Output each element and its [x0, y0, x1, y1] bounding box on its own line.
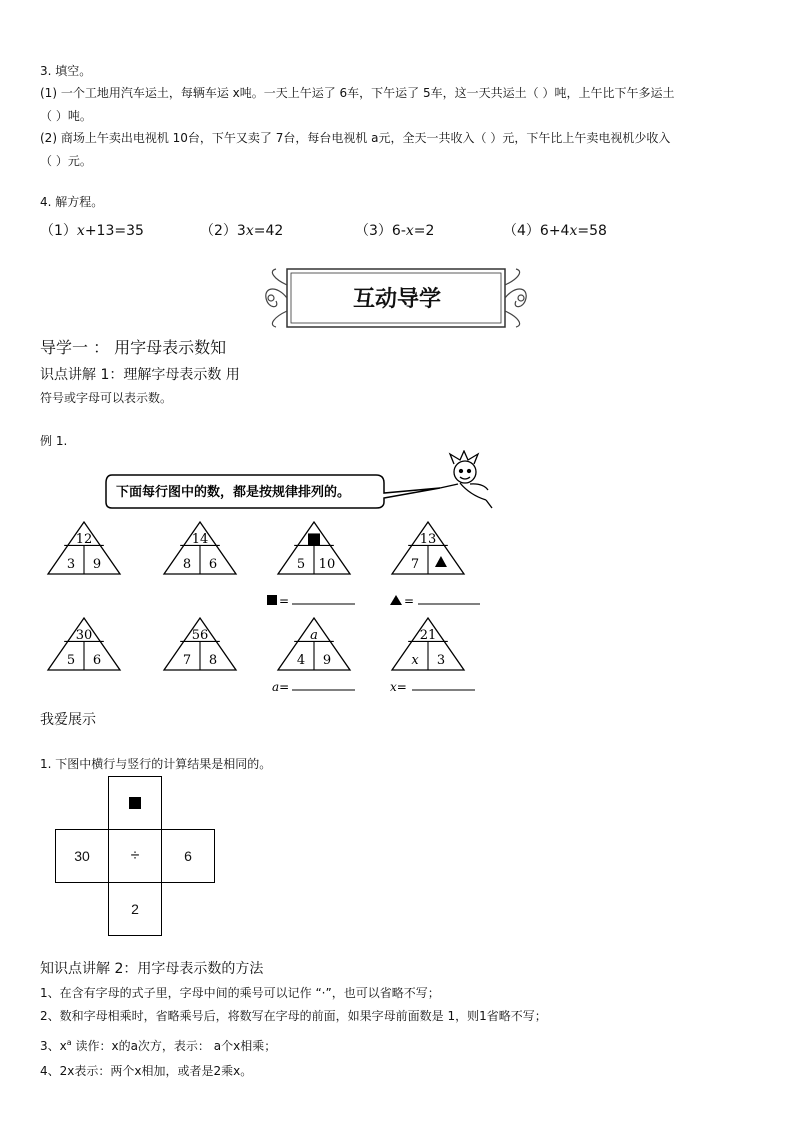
q3-item1-line2: （ ）吨。: [40, 109, 92, 123]
row2-triangle-1: [48, 618, 120, 670]
tri-top-value: 13: [419, 531, 437, 547]
tri-left-value: x: [411, 653, 419, 668]
q3-item2-line2: （ ）元。: [40, 154, 92, 168]
example-label: 例 1.: [40, 434, 68, 448]
tri-left-value: 8: [182, 557, 192, 572]
tri-left-value: 5: [296, 557, 306, 572]
tri-right-value: 6: [92, 653, 102, 668]
rule-1: 1、在含有字母的式子里，字母中间的乘号可以记作 “·”，也可以省略不写；: [40, 986, 440, 1000]
triangle-symbol-icon: [435, 556, 447, 567]
cross-bottom-cell: 2: [108, 882, 162, 936]
equation-3: （3）6-x=2: [355, 223, 435, 239]
tri-right-value: 6: [208, 557, 218, 572]
rule-2: 2、数和字母相乘时，省略乘号后，将数写在字母的前面，如果字母前面数是 1，则1省略不写；: [40, 1009, 547, 1023]
pattern-figure: [40, 450, 520, 700]
tri-top-value: 30: [75, 627, 93, 643]
blank-x-label: x=: [390, 680, 407, 694]
blank-a-label: a=: [272, 680, 290, 694]
row2-triangle-3: [278, 618, 350, 670]
tri-right-value: 10: [318, 557, 336, 572]
square-symbol-icon: [129, 797, 141, 809]
tri-left-value: 5: [66, 653, 76, 668]
show-q1: 1. 下图中横行与竖行的计算结果是相同的。: [40, 757, 272, 771]
tri-top-value: a: [310, 627, 318, 643]
row1-triangle-1: [48, 522, 120, 574]
q3-item2-line1: (2) 商场上午卖出电视机 10台，下午又卖了 7台，每台电视机 a元，全天一共收入（ ）元，下午比上午卖电视机少收入: [40, 131, 671, 145]
equation-4: （4）6+4x=58: [503, 223, 607, 239]
cross-center-cell: ÷: [108, 829, 162, 883]
row1-triangle-2: [164, 522, 236, 574]
guide1-knowledge1: 识点讲解 1：理解字母表示数 用: [40, 367, 240, 383]
banner-title: 互动导学: [352, 286, 441, 312]
knowledge2-heading: 知识点讲解 2：用字母表示数的方法: [40, 961, 264, 977]
tri-right-value: 9: [322, 653, 332, 668]
square-symbol-icon: [308, 533, 320, 545]
tri-right-value: 3: [436, 653, 446, 668]
tri-left-value: 7: [182, 653, 192, 668]
cartoon-character-icon: [440, 451, 492, 508]
q4-title: 4. 解方程。: [40, 195, 104, 209]
tri-top-value: 14: [191, 531, 209, 547]
rule-4: 4、2x表示：两个x相加，或者是2乘x。: [40, 1064, 253, 1078]
q3-item1-line1: (1) 一个工地用汽车运土，每辆车运 x吨。一天上午运了 6车，下午运了 5车，这一天共运土（ ）吨，上午比下午多运土: [40, 86, 675, 100]
tri-top-value: 56: [191, 627, 209, 643]
guide1-heading: 导学一 ： 用字母表示数知: [40, 338, 227, 357]
row2-triangle-4: [392, 618, 464, 670]
show-heading: 我爱展示: [40, 712, 96, 728]
bubble-text: 下面每行图中的数，都是按规律排列的。: [116, 485, 351, 500]
row1-triangle-3: [278, 522, 350, 574]
left-ornament-icon: [266, 269, 287, 327]
right-ornament-icon: [505, 269, 526, 327]
row1-triangle-4: [392, 522, 464, 574]
cross-right-cell: 6: [161, 829, 215, 883]
tri-left-value: 3: [66, 557, 76, 572]
blank-square-eq: =: [279, 594, 290, 608]
equation-1: （1）x+13=35: [40, 223, 144, 239]
rule-3: 3、$x^a$ 读作：x的a次方，表示： a个x相乘；: [40, 1038, 277, 1053]
equation-2: （2）3x=42: [200, 223, 284, 239]
square-symbol-icon: [267, 595, 277, 605]
cross-top-cell: [108, 776, 162, 830]
q3-title: 3. 填空。: [40, 64, 92, 78]
tri-left-value: 4: [296, 653, 306, 668]
tri-right-value: 9: [92, 557, 102, 572]
row2-triangle-2: [164, 618, 236, 670]
tri-top-value: 21: [419, 627, 437, 643]
cross-left-cell: 30: [55, 829, 109, 883]
blank-triangle-eq: =: [404, 594, 415, 608]
tri-top-value: 12: [75, 531, 93, 547]
tri-right-value: 8: [208, 653, 218, 668]
tri-left-value: 7: [410, 557, 420, 572]
triangle-symbol-icon: [390, 595, 402, 605]
guide1-desc: 符号或字母可以表示数。: [40, 391, 173, 405]
